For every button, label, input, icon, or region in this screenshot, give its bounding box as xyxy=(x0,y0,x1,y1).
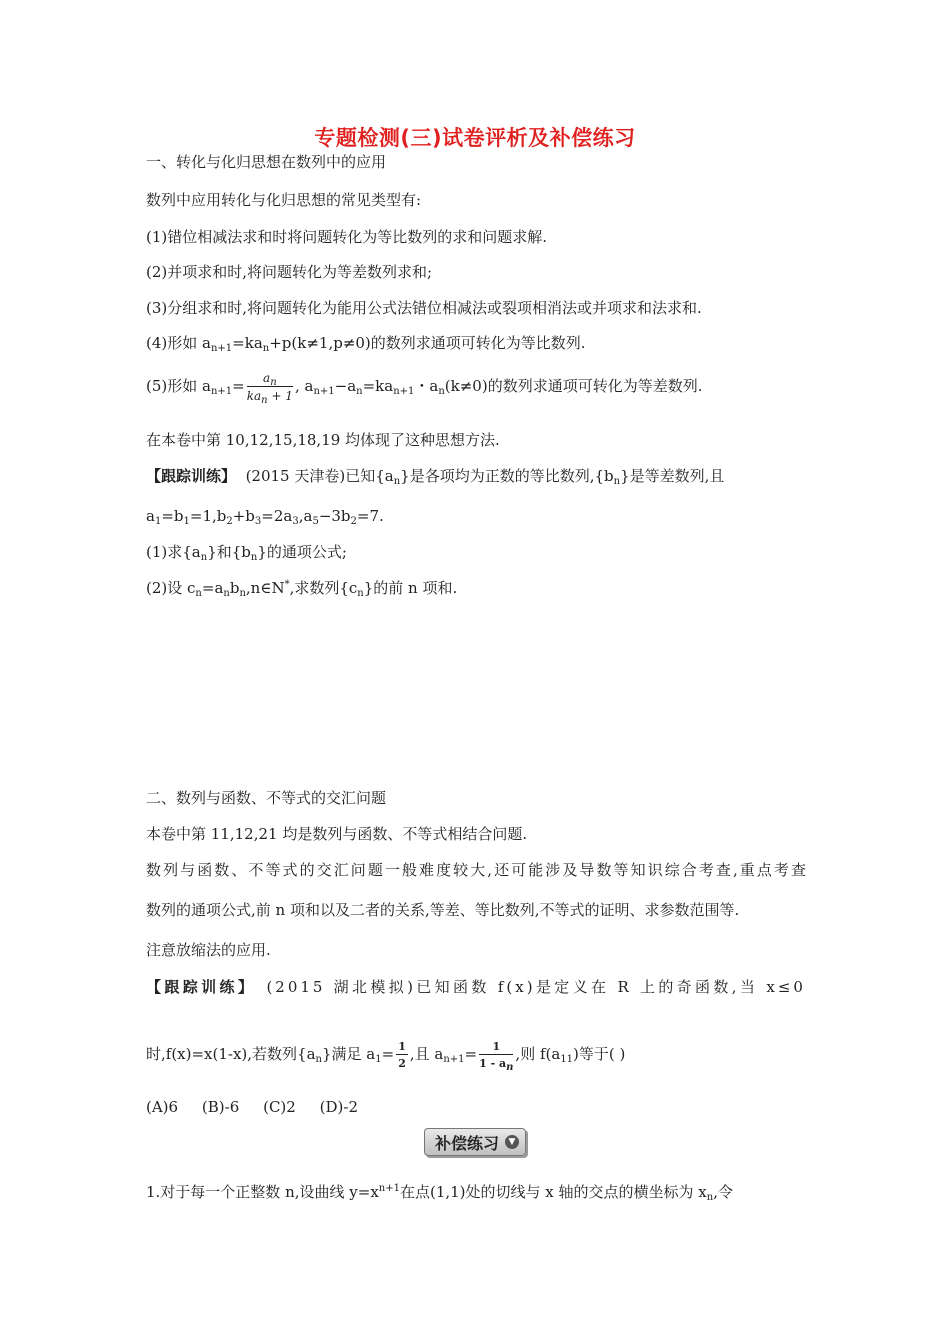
fraction-recurrence: $\frac{1}{1 - a_n}$ xyxy=(479,1040,514,1073)
section1-item4: (4)形如 $a_{n+1}=ka_n+p(k\ne 1,p\ne 0)$的数列求通项可转化为等比数列. xyxy=(146,334,586,354)
fraction-half: $\frac{1}{2}$ xyxy=(398,1040,406,1070)
section2-condition: 时,f(x)=x(1-x),若数列$\{a_n\}$满足 $a_1=$ $\frac{1}{2}$ ,且 $a_{n+1}=$ $\frac{1}{1 - a_n}$ ,则 $f(a_{11})$等于( ) xyxy=(146,1040,626,1073)
section2-para3: 注意放缩法的应用. xyxy=(146,941,271,959)
compensation-practice-badge: 补偿练习 ▼ xyxy=(424,1128,526,1156)
section2-note: 本卷中第 11,12,21 均是数列与函数、不等式相结合问题. xyxy=(146,825,528,843)
section2-options: (A)6 (B)-6 (C)2 (D)-2 xyxy=(146,1098,359,1116)
section1-item5: (5)形如 $a_{n+1}=$ $\frac{a_n}{ka_n + 1}$ , $a_{n+1}-a_n=ka_{n+1}$・$a_n(k\ne 0)$的数列求通项可转化为等差数列. xyxy=(146,371,703,406)
section1-question1: (1)求$\{a_n\}$和$\{b_n\}$的通项公式; xyxy=(146,543,347,563)
section2-para2: 数列的通项公式,前 n 项和以及二者的关系,等差、等比数列,不等式的证明、求参数范围等. xyxy=(146,901,740,919)
section2-training: 【跟踪训练】 (2015 湖北模拟)已知函数 f(x)是定义在 R 上的奇函数,当 x≤0 xyxy=(146,978,806,996)
section2-para1: 数列与函数、不等式的交汇问题一般难度较大,还可能涉及导数等知识综合考查,重点考查 xyxy=(146,861,806,879)
triangle-down-icon: ▼ xyxy=(505,1135,519,1149)
section1-training: 【跟踪训练】 (2015 天津卷)已知$\{a_n\}$是各项均为正数的等比数列$,\{b_n\}$是等差数列,且 xyxy=(146,467,725,487)
section1-question2: (2)设 $c_n=a_nb_n,n\in N^*$,求数列$\{c_n\}$的前 n 项和. xyxy=(146,579,458,599)
section1-intro: 数列中应用转化与化归思想的常见类型有: xyxy=(146,191,422,209)
section1-item1: (1)错位相减法求和时将问题转化为等比数列的求和问题求解. xyxy=(146,228,548,246)
section1-heading: 一、转化与化归思想在数列中的应用 xyxy=(146,153,387,171)
section1-item2: (2)并项求和时,将问题转化为等差数列求和; xyxy=(146,263,433,281)
section1-note: 在本卷中第 10,12,15,18,19 均体现了这种思想方法. xyxy=(146,431,500,449)
section1-item3: (3)分组求和时,将问题转化为能用公式法错位相减法或裂项相消法或并项求和法求和. xyxy=(146,299,702,317)
section2-heading: 二、数列与函数、不等式的交汇问题 xyxy=(146,789,387,807)
page-title: 专题检测(三)试卷评析及补偿练习 xyxy=(314,126,636,150)
problem-1: 1.对于每一个正整数 n,设曲线 $y=x^{n+1}$在点(1,1)处的切线与 x 轴的交点的横坐标为 $x_n$,令 xyxy=(146,1183,733,1203)
section1-condition: $a_1=b_1=1,b_2+b_3=2a_3,a_5-3b_2=7$. xyxy=(146,507,384,527)
fraction: $\frac{a_n}{ka_n + 1}$ xyxy=(246,371,293,406)
